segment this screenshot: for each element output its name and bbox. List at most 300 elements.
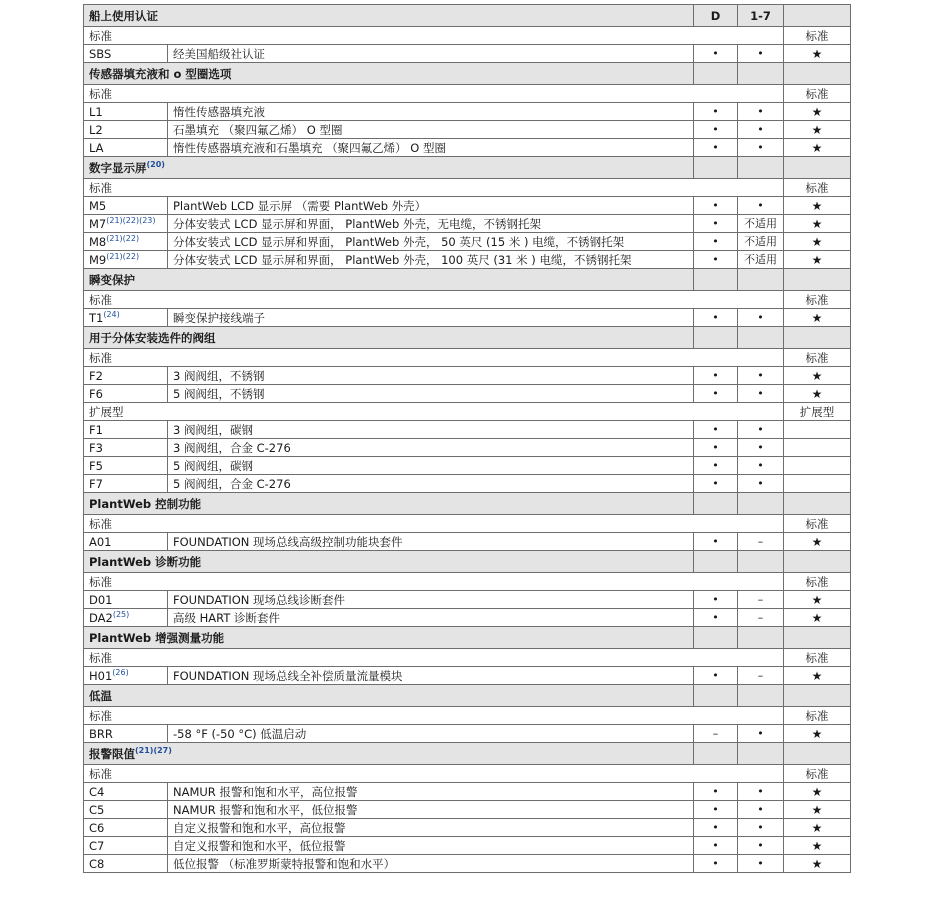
- option-code: [84, 251, 168, 269]
- subheader-label: 标准: [84, 573, 784, 591]
- standard-star: ★: [811, 838, 823, 853]
- subheader-std: 标准: [784, 85, 851, 103]
- table-row: [84, 725, 851, 743]
- availability-d-mark: •: [712, 423, 719, 436]
- availability-d: [694, 837, 738, 855]
- subheader-label: 标准: [84, 85, 784, 103]
- subheader-row: [84, 349, 851, 367]
- availability-d-mark: •: [712, 387, 719, 400]
- availability-1-7-mark: •: [757, 785, 764, 798]
- availability-1-7: [738, 139, 784, 157]
- subheader-label: 标准: [84, 27, 784, 45]
- section-header-row: [84, 157, 851, 179]
- option-description: 经美国船级社认证: [168, 45, 694, 63]
- option-code-text: T1: [89, 310, 104, 325]
- subheader-row: [84, 515, 851, 533]
- availability-1-7: [738, 121, 784, 139]
- availability-d: [694, 609, 738, 627]
- table-row: [84, 251, 851, 269]
- section-d-cell: [694, 327, 738, 349]
- standard-indicator: [784, 533, 851, 551]
- footnote-ref: (21)(22): [106, 251, 140, 261]
- ordering-options-table: [83, 4, 851, 873]
- availability-d: [694, 197, 738, 215]
- option-description: 惰性传感器填充液: [168, 103, 694, 121]
- availability-d: [694, 725, 738, 743]
- availability-d: [694, 421, 738, 439]
- table-row: [84, 591, 851, 609]
- availability-1-7: [738, 533, 784, 551]
- standard-indicator: [784, 251, 851, 269]
- section-1-7-cell: [738, 685, 784, 707]
- table-row: [84, 837, 851, 855]
- standard-indicator: [784, 385, 851, 403]
- section-header-row: [84, 327, 851, 349]
- option-description: 惰性传感器填充液和石墨填充 （聚四氟乙烯） O 型圈: [168, 139, 694, 157]
- table-row: [84, 819, 851, 837]
- standard-star: ★: [811, 368, 823, 383]
- availability-1-7: [738, 367, 784, 385]
- table-row: [84, 667, 851, 685]
- option-code: [84, 103, 168, 121]
- availability-d-mark: •: [712, 803, 719, 816]
- availability-1-7-mark: •: [757, 441, 764, 454]
- table-row: [84, 609, 851, 627]
- section-header-row: [84, 627, 851, 649]
- availability-d-mark: •: [712, 821, 719, 834]
- section-std-cell: [784, 157, 851, 179]
- standard-indicator: [784, 45, 851, 63]
- option-code-text: F7: [89, 476, 103, 491]
- availability-d: [694, 457, 738, 475]
- table-row: [84, 197, 851, 215]
- option-code-text: LA: [89, 140, 104, 155]
- subheader-label: 标准: [84, 707, 784, 725]
- section-title: [84, 551, 694, 573]
- availability-1-7-mark: •: [757, 803, 764, 816]
- subheader-std: 标准: [784, 179, 851, 197]
- option-code: [84, 609, 168, 627]
- option-description: 自定义报警和饱和水平，低位报警: [168, 837, 694, 855]
- option-description: NAMUR 报警和饱和水平，高位报警: [168, 783, 694, 801]
- table-body: [84, 5, 851, 873]
- subheader-row: [84, 179, 851, 197]
- option-description: FOUNDATION 现场总线全补偿质量流量模块: [168, 667, 694, 685]
- option-code: [84, 439, 168, 457]
- section-title-text: 瞬变保护: [89, 272, 135, 287]
- option-code-text: C8: [89, 856, 105, 871]
- section-std-cell: [784, 63, 851, 85]
- subheader-label: 标准: [84, 349, 784, 367]
- section-title-text: 低温: [89, 688, 112, 703]
- section-1-7-cell: [738, 551, 784, 573]
- availability-1-7-mark: –: [757, 593, 764, 606]
- section-header-row: [84, 743, 851, 765]
- section-title: [84, 269, 694, 291]
- availability-1-7: [738, 385, 784, 403]
- standard-indicator: [784, 233, 851, 251]
- standard-indicator: [784, 855, 851, 873]
- option-code-text: F2: [89, 368, 103, 383]
- section-1-7-cell: [738, 63, 784, 85]
- standard-indicator: [784, 783, 851, 801]
- section-d-cell: [694, 551, 738, 573]
- availability-d: [694, 103, 738, 121]
- standard-indicator: [784, 197, 851, 215]
- standard-indicator: [784, 801, 851, 819]
- section-std-cell: [784, 327, 851, 349]
- availability-1-7-mark: •: [757, 141, 764, 154]
- standard-star: ★: [811, 592, 823, 607]
- availability-d: [694, 533, 738, 551]
- table-row: [84, 121, 851, 139]
- availability-d-mark: •: [712, 669, 719, 682]
- availability-d: [694, 251, 738, 269]
- option-code: [84, 457, 168, 475]
- availability-1-7: [738, 801, 784, 819]
- section-1-7-cell: [738, 743, 784, 765]
- availability-d-mark: •: [712, 611, 719, 624]
- availability-1-7-mark: 不适用: [744, 253, 777, 266]
- option-code-text: C6: [89, 820, 105, 835]
- option-code-text: C7: [89, 838, 105, 853]
- availability-d-mark: •: [712, 253, 719, 266]
- availability-d-mark: •: [712, 785, 719, 798]
- section-title: 船上使用认证: [84, 5, 694, 27]
- availability-1-7-mark: •: [757, 459, 764, 472]
- availability-1-7-mark: •: [757, 47, 764, 60]
- availability-1-7-mark: •: [757, 857, 764, 870]
- option-description: 3 阀阀组，不锈钢: [168, 367, 694, 385]
- section-title-text: PlantWeb 诊断功能: [89, 554, 202, 569]
- footnote-ref: (21)(22)(23): [106, 215, 156, 225]
- availability-d-mark: •: [712, 217, 719, 230]
- table-row: [84, 139, 851, 157]
- option-code-text: A01: [89, 534, 112, 549]
- table-row: [84, 783, 851, 801]
- subheader-row: [84, 27, 851, 45]
- availability-1-7: [738, 103, 784, 121]
- option-code-text: C5: [89, 802, 105, 817]
- table-row: [84, 439, 851, 457]
- subheader-row: [84, 85, 851, 103]
- standard-indicator: [784, 367, 851, 385]
- standard-star: ★: [811, 46, 823, 61]
- availability-d: [694, 855, 738, 873]
- option-code-text: L1: [89, 104, 103, 119]
- table-row: [84, 367, 851, 385]
- availability-1-7: [738, 421, 784, 439]
- option-code: [84, 475, 168, 493]
- section-d-cell: [694, 743, 738, 765]
- availability-d: [694, 475, 738, 493]
- section-header-row: [84, 685, 851, 707]
- section-header-row: [84, 493, 851, 515]
- subheader-row: [84, 403, 851, 421]
- availability-d: [694, 591, 738, 609]
- section-1-7-cell: [738, 327, 784, 349]
- option-code: [84, 215, 168, 233]
- option-code-text: M5: [89, 198, 107, 213]
- availability-1-7: [738, 215, 784, 233]
- standard-indicator: [784, 421, 851, 439]
- availability-d-mark: •: [712, 593, 719, 606]
- subheader-std: 标准: [784, 573, 851, 591]
- availability-1-7-mark: •: [757, 727, 764, 740]
- subheader-std: 标准: [784, 649, 851, 667]
- option-code: [84, 591, 168, 609]
- option-code-text: F1: [89, 422, 103, 437]
- option-code: [84, 667, 168, 685]
- availability-d-mark: •: [712, 369, 719, 382]
- standard-indicator: [784, 837, 851, 855]
- standard-star: ★: [811, 856, 823, 871]
- section-title: [84, 157, 694, 179]
- footnote-ref: (21)(27): [135, 745, 172, 755]
- section-std-cell: [784, 5, 851, 27]
- table-row: [84, 533, 851, 551]
- subheader-std: 标准: [784, 349, 851, 367]
- availability-1-7-mark: •: [757, 105, 764, 118]
- availability-d-mark: •: [712, 857, 719, 870]
- section-1-7-cell: [738, 493, 784, 515]
- availability-d: [694, 819, 738, 837]
- availability-1-7-mark: •: [757, 199, 764, 212]
- table-row: [84, 103, 851, 121]
- subheader-std: 标准: [784, 765, 851, 783]
- section-d-cell: [694, 269, 738, 291]
- standard-star: ★: [811, 104, 823, 119]
- availability-1-7-mark: –: [757, 535, 764, 548]
- availability-1-7: [738, 251, 784, 269]
- availability-1-7-mark: •: [757, 477, 764, 490]
- option-code-text: M9: [89, 252, 107, 267]
- option-code-text: BRR: [89, 726, 113, 741]
- option-code: [84, 233, 168, 251]
- section-1-7-cell: [738, 157, 784, 179]
- availability-1-7: [738, 233, 784, 251]
- section-title: [84, 627, 694, 649]
- option-code-text: F6: [89, 386, 103, 401]
- table-row: [84, 801, 851, 819]
- standard-indicator: [784, 457, 851, 475]
- option-description: -58 °F (-50 °C) 低温启动: [168, 725, 694, 743]
- option-code-text: SBS: [89, 46, 112, 61]
- section-1-7-cell: [738, 269, 784, 291]
- column-header-d: D: [694, 5, 738, 27]
- option-code-text: C4: [89, 784, 105, 799]
- option-code-text: L2: [89, 122, 103, 137]
- standard-star: ★: [811, 198, 823, 213]
- section-std-cell: [784, 269, 851, 291]
- option-code-text: F3: [89, 440, 103, 455]
- availability-d-mark: •: [712, 105, 719, 118]
- section-title-text: PlantWeb 增强测量功能: [89, 630, 225, 645]
- table-row: [84, 215, 851, 233]
- option-description: 3 阀阀组，碳钢: [168, 421, 694, 439]
- subheader-std: 标准: [784, 27, 851, 45]
- option-description: FOUNDATION 现场总线诊断套件: [168, 591, 694, 609]
- option-code: [84, 819, 168, 837]
- standard-indicator: [784, 103, 851, 121]
- option-code-text: M7: [89, 216, 107, 231]
- option-code: [84, 45, 168, 63]
- availability-1-7-mark: –: [757, 669, 764, 682]
- footnote-ref: (24): [103, 309, 120, 319]
- option-code: [84, 801, 168, 819]
- standard-star: ★: [811, 140, 823, 155]
- section-header-row: [84, 551, 851, 573]
- option-code: [84, 139, 168, 157]
- option-code: [84, 855, 168, 873]
- option-code: [84, 837, 168, 855]
- section-std-cell: [784, 743, 851, 765]
- standard-star: ★: [811, 784, 823, 799]
- option-description: 分体安装式 LCD 显示屏和界面， PlantWeb 外壳， 100 英尺 (31 米 ) 电缆，不锈钢托架: [168, 251, 694, 269]
- option-description: 5 阀阀组，不锈钢: [168, 385, 694, 403]
- subheader-row: [84, 707, 851, 725]
- subheader-std: 标准: [784, 515, 851, 533]
- subheader-row: [84, 573, 851, 591]
- footnote-ref: (25): [112, 609, 130, 619]
- section-title-text: 传感器填充液和 o 型圈选项: [89, 66, 232, 81]
- standard-star: ★: [811, 216, 823, 231]
- availability-1-7: [738, 783, 784, 801]
- availability-d: [694, 801, 738, 819]
- subheader-std: 标准: [784, 291, 851, 309]
- table-row: [84, 475, 851, 493]
- section-header-row: [84, 63, 851, 85]
- standard-star: ★: [811, 234, 823, 249]
- availability-d: [694, 667, 738, 685]
- standard-star: ★: [811, 252, 823, 267]
- option-description: 高级 HART 诊断套件: [168, 609, 694, 627]
- section-header-row: [84, 5, 851, 27]
- option-code: [84, 783, 168, 801]
- table-row: [84, 385, 851, 403]
- standard-star: ★: [811, 668, 823, 683]
- standard-star: ★: [811, 802, 823, 817]
- availability-d-mark: •: [712, 141, 719, 154]
- option-description: 石墨填充 （聚四氟乙烯） O 型圈: [168, 121, 694, 139]
- standard-indicator: [784, 609, 851, 627]
- availability-d-mark: •: [712, 459, 719, 472]
- availability-1-7-mark: •: [757, 311, 764, 324]
- option-code: [84, 533, 168, 551]
- table-row: [84, 309, 851, 327]
- option-code: [84, 421, 168, 439]
- availability-d-mark: •: [712, 441, 719, 454]
- section-std-cell: [784, 493, 851, 515]
- section-title: [84, 685, 694, 707]
- availability-d: [694, 215, 738, 233]
- standard-indicator: [784, 591, 851, 609]
- availability-d-mark: •: [712, 839, 719, 852]
- section-title-text: 用于分体安装选件的阀组: [89, 330, 216, 345]
- option-description: PlantWeb LCD 显示屏 （需要 PlantWeb 外壳）: [168, 197, 694, 215]
- footnote-ref: (21)(22): [106, 233, 140, 243]
- section-header-row: [84, 269, 851, 291]
- availability-1-7-mark: •: [757, 387, 764, 400]
- standard-indicator: [784, 725, 851, 743]
- option-code-text: F5: [89, 458, 103, 473]
- subheader-std: 标准: [784, 707, 851, 725]
- table-row: [84, 233, 851, 251]
- option-description: 分体安装式 LCD 显示屏和界面， PlantWeb 外壳，无电缆，不锈钢托架: [168, 215, 694, 233]
- option-description: 瞬变保护接线端子: [168, 309, 694, 327]
- standard-star: ★: [811, 610, 823, 625]
- column-header-1-7: 1-7: [738, 5, 784, 27]
- option-code: [84, 725, 168, 743]
- option-code-text: M8: [89, 234, 107, 249]
- standard-indicator: [784, 215, 851, 233]
- availability-d: [694, 233, 738, 251]
- footnote-ref: (20): [146, 159, 165, 169]
- section-title-text: PlantWeb 控制功能: [89, 496, 202, 511]
- standard-indicator: [784, 667, 851, 685]
- availability-1-7: [738, 591, 784, 609]
- availability-1-7: [738, 309, 784, 327]
- standard-star: ★: [811, 820, 823, 835]
- section-title: [84, 327, 694, 349]
- availability-1-7-mark: •: [757, 369, 764, 382]
- standard-indicator: [784, 121, 851, 139]
- option-code: [84, 367, 168, 385]
- availability-d-mark: •: [712, 123, 719, 136]
- table-row: [84, 855, 851, 873]
- availability-1-7: [738, 837, 784, 855]
- option-description: 5 阀阀组，合金 C-276: [168, 475, 694, 493]
- availability-1-7: [738, 457, 784, 475]
- option-description: 3 阀阀组，合金 C-276: [168, 439, 694, 457]
- option-code: [84, 309, 168, 327]
- availability-1-7-mark: –: [757, 611, 764, 624]
- section-title-text: 报警限值: [89, 746, 135, 761]
- section-title-text: 数字显示屏: [89, 160, 147, 175]
- option-code: [84, 197, 168, 215]
- option-description: 自定义报警和饱和水平，高位报警: [168, 819, 694, 837]
- option-description: 5 阀阀组，碳钢: [168, 457, 694, 475]
- availability-1-7: [738, 725, 784, 743]
- availability-d-mark: •: [712, 235, 719, 248]
- table-row: [84, 457, 851, 475]
- section-d-cell: [694, 627, 738, 649]
- subheader-row: [84, 649, 851, 667]
- option-description: 分体安装式 LCD 显示屏和界面， PlantWeb 外壳， 50 英尺 (15 米 ) 电缆，不锈钢托架: [168, 233, 694, 251]
- subheader-label: 标准: [84, 765, 784, 783]
- availability-d-mark: •: [712, 47, 719, 60]
- option-code-text: D01: [89, 592, 113, 607]
- standard-indicator: [784, 439, 851, 457]
- availability-1-7: [738, 45, 784, 63]
- availability-1-7: [738, 855, 784, 873]
- option-code: [84, 121, 168, 139]
- subheader-std: 扩展型: [784, 403, 851, 421]
- standard-star: ★: [811, 534, 823, 549]
- subheader-label: 标准: [84, 291, 784, 309]
- footnote-ref: (26): [112, 667, 129, 677]
- section-d-cell: [694, 685, 738, 707]
- availability-1-7-mark: •: [757, 839, 764, 852]
- availability-1-7: [738, 609, 784, 627]
- section-std-cell: [784, 551, 851, 573]
- section-d-cell: [694, 63, 738, 85]
- availability-d: [694, 367, 738, 385]
- section-title: [84, 743, 694, 765]
- section-1-7-cell: [738, 627, 784, 649]
- standard-indicator: [784, 139, 851, 157]
- standard-indicator: [784, 309, 851, 327]
